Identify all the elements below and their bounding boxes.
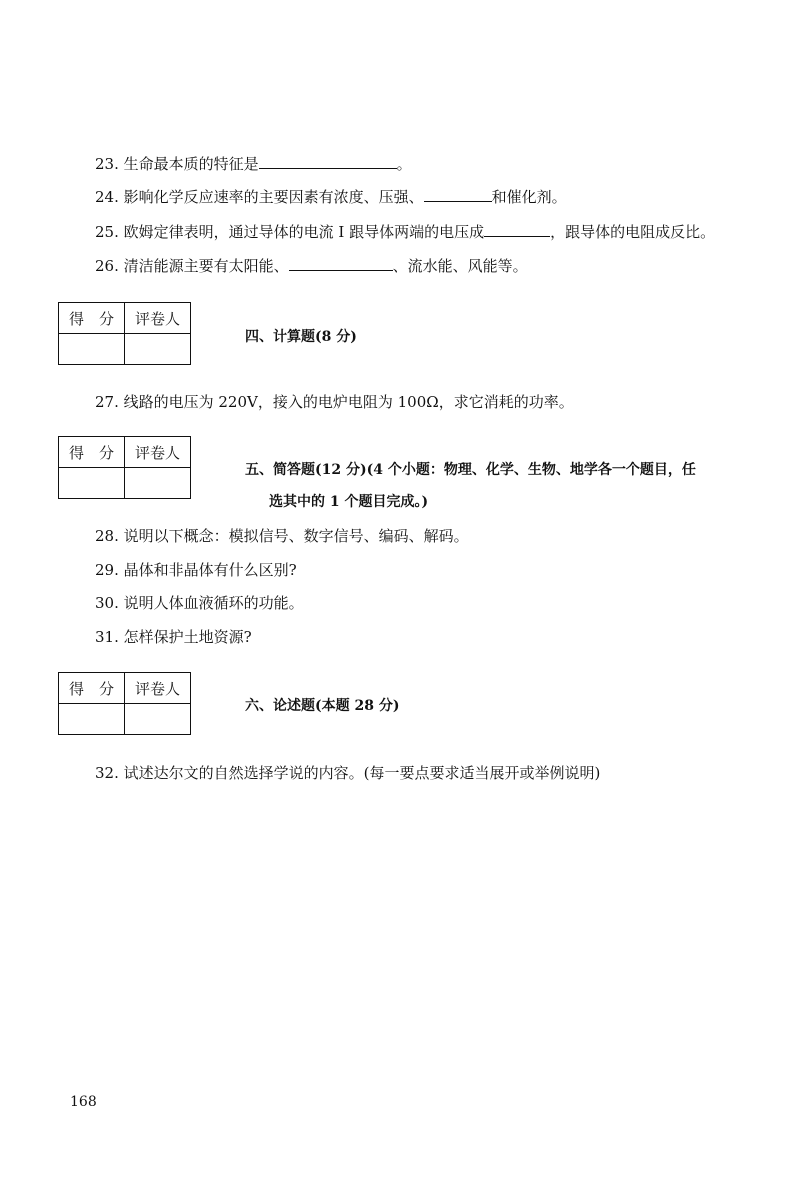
score-table-section4 [58,302,191,365]
section-5-title-line2: 选其中的 1 个题目完成。) [269,494,429,510]
reviewer-cell[interactable] [125,468,191,499]
section-6-title: 六、论述题(本题 28 分) [245,698,400,714]
question-31: 31. 怎样保护土地资源? [95,628,252,646]
question-23-text: 23. 生命最本质的特征是 [95,155,259,173]
question-25-text: 25. 欧姆定律表明，通过导体的电流 I 跟导体两端的电压成 [95,223,485,241]
section-5-title-line1: 五、简答题(12 分)(4 个小题：物理、化学、生物、地学各一个题目，任 [245,462,696,478]
answer-blank-26[interactable] [289,256,393,271]
reviewer-label: 评卷人 [125,673,191,704]
answer-blank-25[interactable] [484,222,550,237]
page-number: 168 [70,1094,97,1110]
question-26-end: 、流水能、风能等。 [392,257,528,275]
score-cell[interactable] [59,704,125,735]
question-23-end: 。 [396,155,412,173]
score-table-section6 [58,672,191,735]
score-label: 得 分 [59,437,125,468]
question-26 [95,256,528,276]
reviewer-cell[interactable] [125,704,191,735]
question-24-text: 24. 影响化学反应速率的主要因素有浓度、压强、 [95,188,424,206]
question-32: 32. 试述达尔文的自然选择学说的内容。(每一要点要求适当展开或举例说明) [95,764,601,782]
question-25-end: ，跟导体的电阻成反比。 [550,223,716,241]
score-cell[interactable] [59,334,125,365]
reviewer-label: 评卷人 [125,303,191,334]
question-24 [95,187,567,207]
answer-blank-23[interactable] [259,154,397,169]
answer-blank-24[interactable] [424,187,492,202]
score-label: 得 分 [59,673,125,704]
question-24-end: 和催化剂。 [491,188,567,206]
reviewer-label: 评卷人 [125,437,191,468]
question-29: 29. 晶体和非晶体有什么区别? [95,561,297,579]
score-label: 得 分 [59,303,125,334]
question-26-text: 26. 清洁能源主要有太阳能、 [95,257,289,275]
question-23 [95,154,412,174]
section-4-title: 四、计算题(8 分) [245,329,357,345]
question-27: 27. 线路的电压为 220V，接入的电炉电阻为 100Ω，求它消耗的功率。 [95,393,574,411]
question-30: 30. 说明人体血液循环的功能。 [95,594,304,612]
score-cell[interactable] [59,468,125,499]
question-25 [95,222,715,242]
reviewer-cell[interactable] [125,334,191,365]
question-28: 28. 说明以下概念：模拟信号、数字信号、编码、解码。 [95,527,469,545]
score-table-section5 [58,436,191,499]
